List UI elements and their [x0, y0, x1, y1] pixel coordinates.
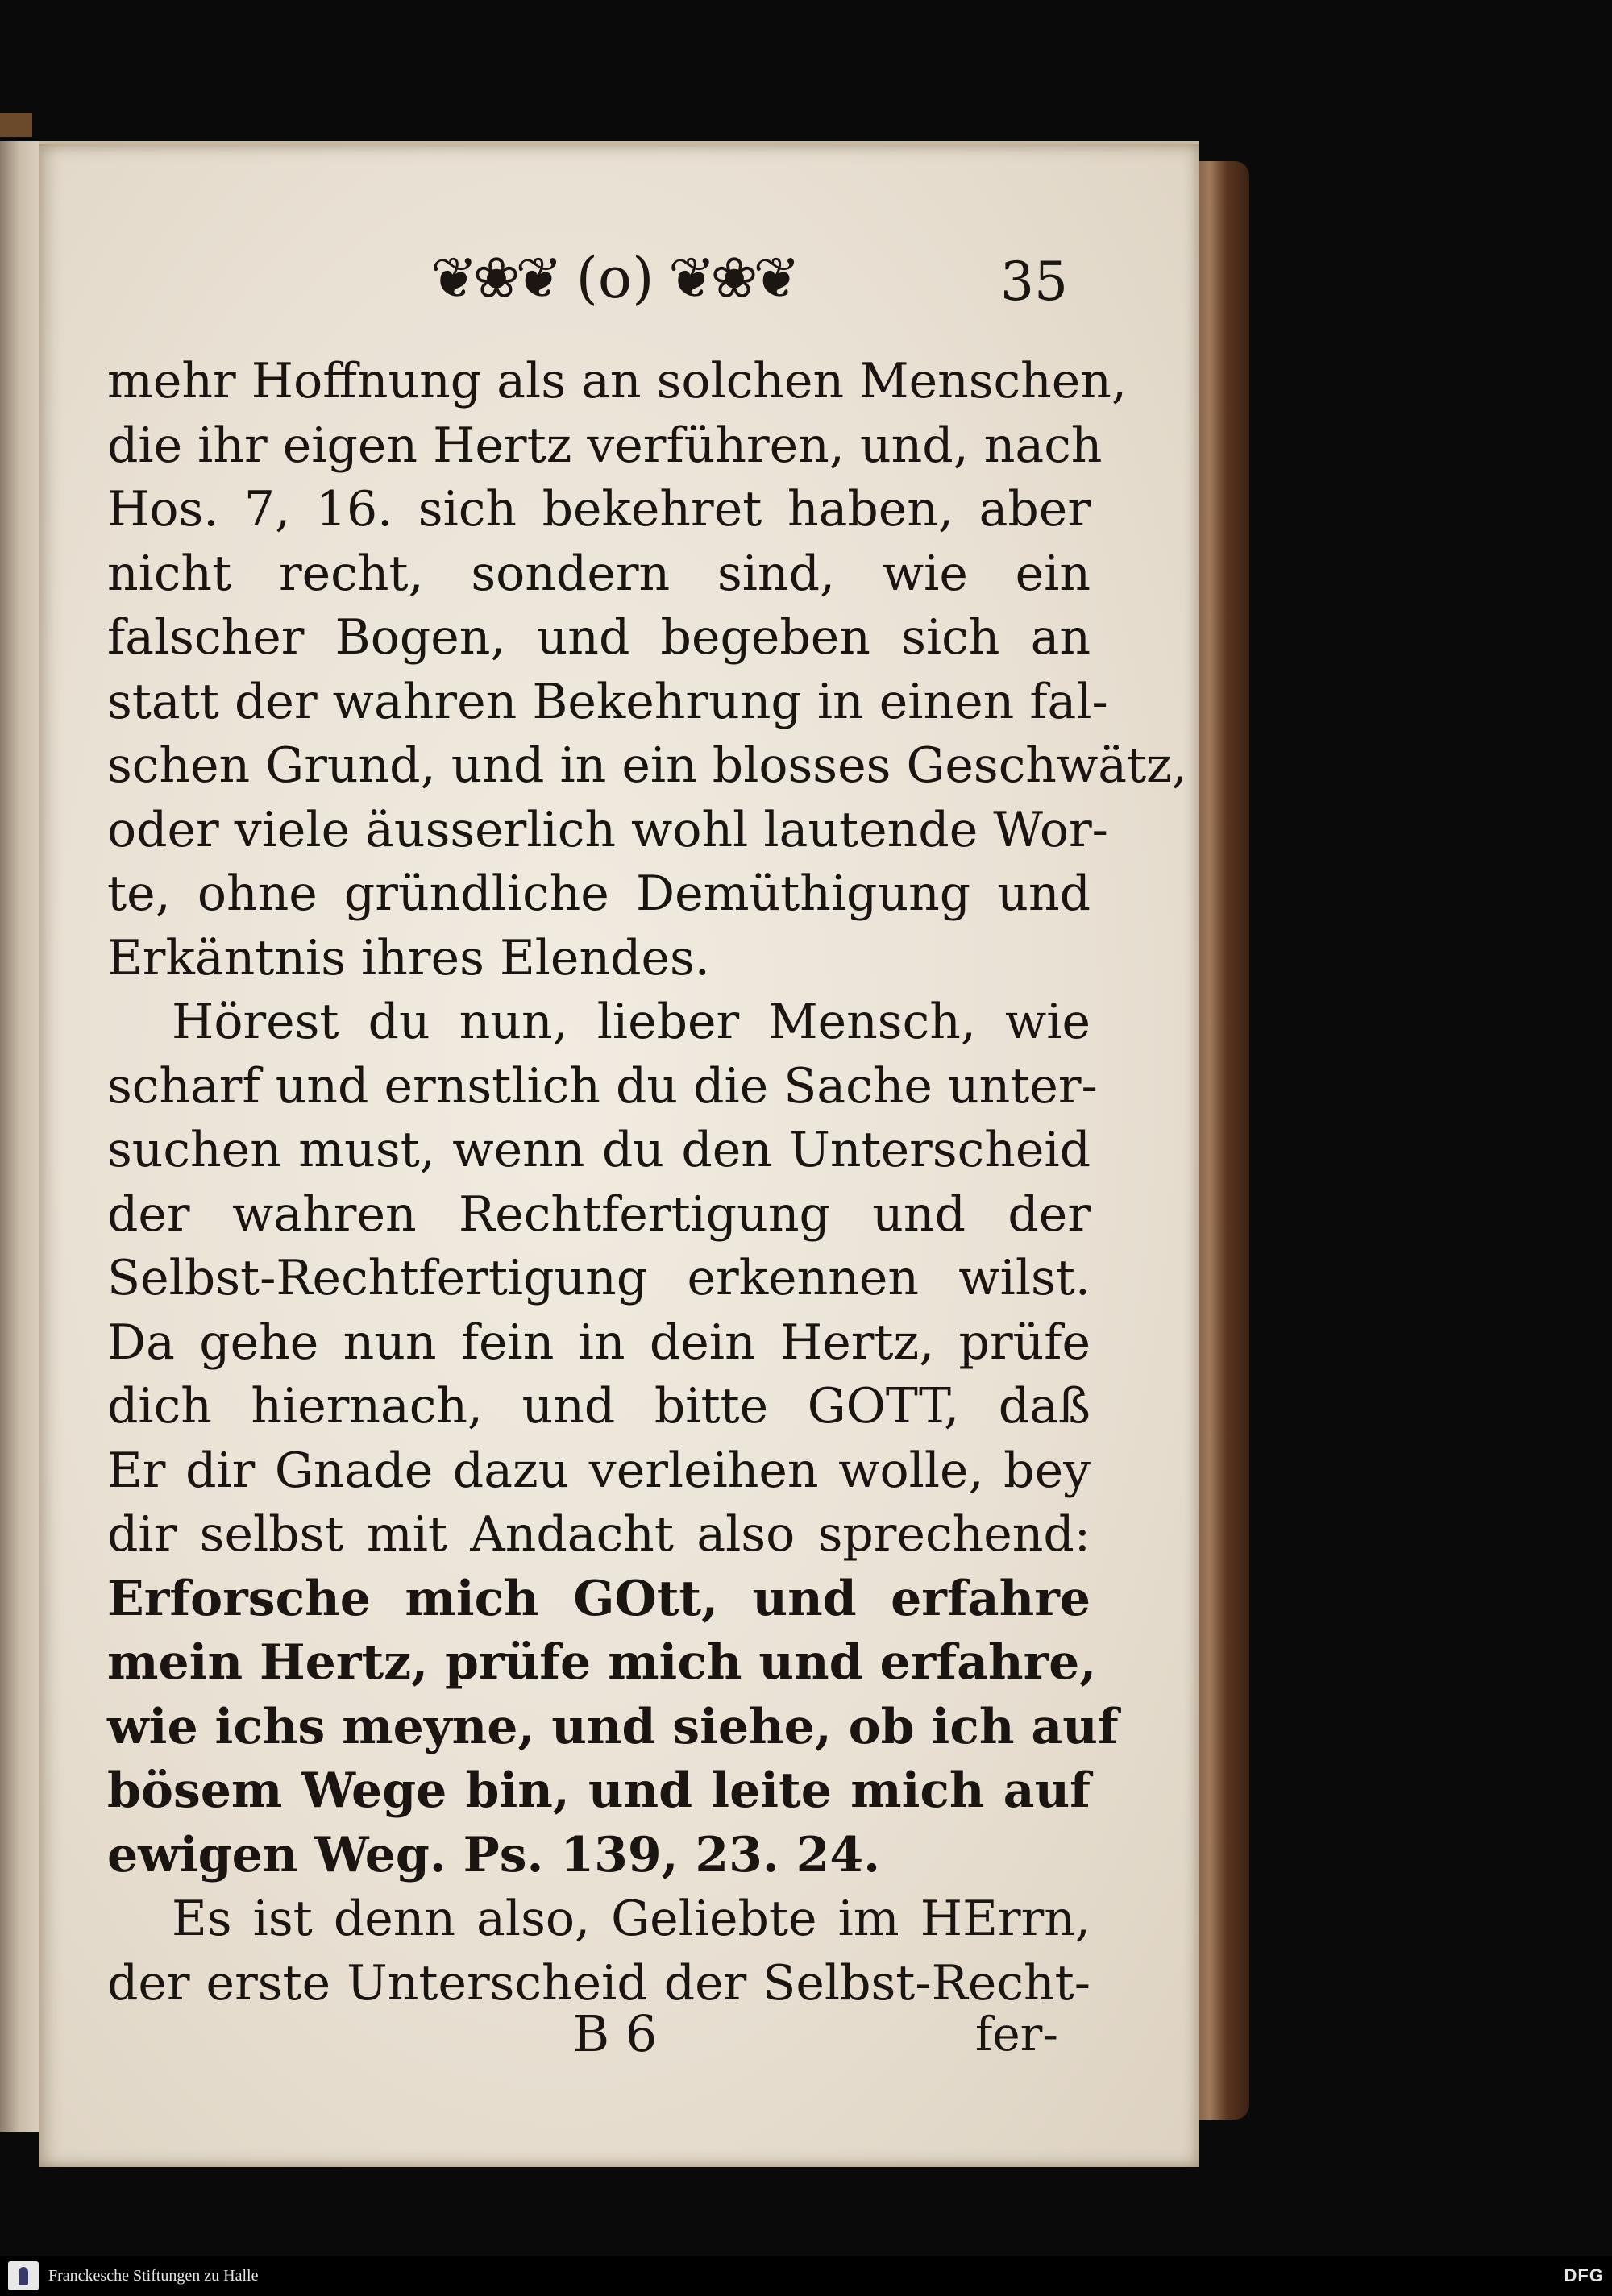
book-cover-left [0, 113, 32, 137]
text-line: der wahren Rechtfertigung und der [107, 1185, 1091, 1243]
catchword: fer- [974, 2007, 1058, 2061]
text-line: mein Hertz, prüfe mich und erfahre, [107, 1634, 1097, 1691]
ornament-left: ❦❀❦ [430, 245, 558, 311]
institution-name: Franckesche Stiftungen zu Halle [48, 2267, 259, 2285]
text-line: Erkäntnis ihres Elendes. [107, 929, 710, 986]
signature-mark: B 6 [572, 2004, 658, 2063]
text-line: der erste Unterscheid der Selbst-Recht- [107, 1954, 1091, 2012]
book-edge-right [1193, 161, 1249, 2120]
book-page [39, 141, 1199, 2167]
page-header [39, 241, 1199, 330]
text-line: scharf und ernstlich du die Sache unter- [107, 1057, 1098, 1115]
text-line: die ihr eigen Hertz verführen, und, nach [107, 417, 1103, 474]
ornament-right: ❦❀❦ [668, 245, 796, 311]
header-center-mark: (o) [575, 245, 654, 311]
text-line: nicht recht, sondern sind, wie ein [107, 545, 1091, 602]
text-line: statt der wahren Bekehrung in einen fal- [107, 673, 1108, 730]
text-line: suchen must, wenn du den Unterscheid [107, 1122, 1091, 1178]
text-line: Erforsche mich GOtt, und erfahre [107, 1570, 1091, 1627]
text-line: dir selbst mit Andacht also sprechend: [107, 1506, 1091, 1563]
institution-logo-icon [8, 2261, 39, 2290]
dfg-logo: DFG [1564, 2265, 1604, 2286]
text-line: Selbst-Rechtfertigung erkennen wilst. [107, 1250, 1091, 1306]
text-line: Es ist denn also, Geliebte im HErrn, [172, 1891, 1091, 1947]
text-line: schen Grund, und in ein blosses Geschwätz, [107, 737, 1187, 794]
body-text [107, 350, 1187, 2016]
text-line: wie ichs meyne, und siehe, ob ich auf [107, 1698, 1119, 1755]
text-line: falscher Bogen, und begeben sich an [107, 609, 1091, 666]
text-line: Er dir Gnade dazu verleihen wolle, bey [107, 1442, 1091, 1499]
page-footer [39, 1998, 1199, 2070]
text-line: te, ohne gründliche Demüthigung und [107, 866, 1091, 922]
text-line: ewigen Weg. Ps. 139, 23. 24. [107, 1826, 881, 1883]
text-line: dich hiernach, und bitte GOTT, daß [107, 1378, 1091, 1434]
text-line: Hörest du nun, lieber Mensch, wie [172, 994, 1091, 1050]
page-number: 35 [1000, 251, 1068, 313]
text-line: Hos. 7, 16. sich bekehret haben, aber [107, 481, 1091, 538]
text-line: Da gehe nun fein in dein Hertz, prüfe [107, 1314, 1091, 1371]
text-line: mehr Hoffnung als an solchen Menschen, [107, 353, 1128, 409]
text-line: bösem Wege bin, und leite mich auf [107, 1762, 1091, 1819]
text-line: oder viele äusserlich wohl lautende Wor- [107, 801, 1108, 858]
